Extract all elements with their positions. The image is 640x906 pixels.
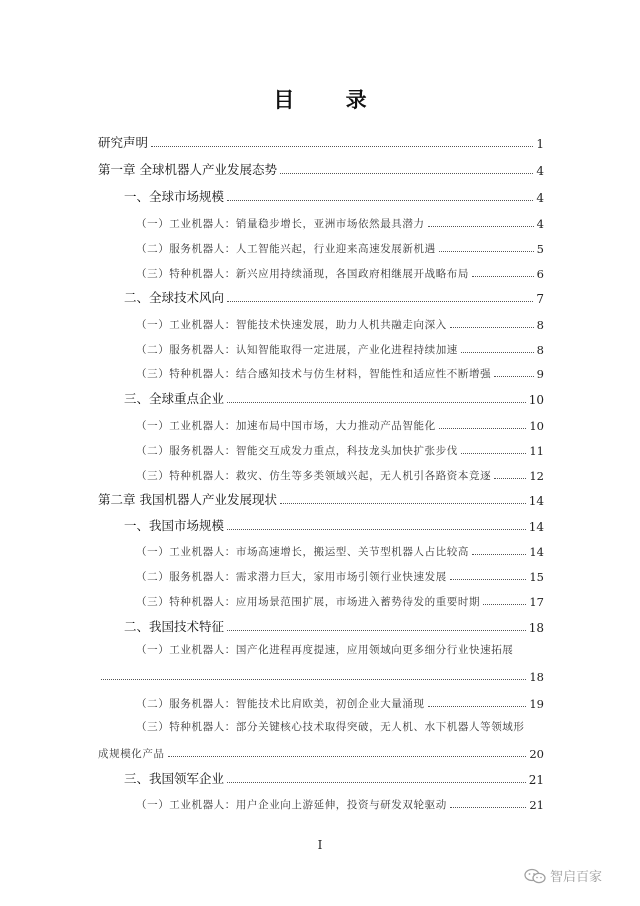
toc-page-number: 18	[528, 621, 544, 635]
toc-label: 二、全球技术风向	[124, 290, 225, 305]
toc-entry-section[interactable]	[124, 769, 544, 787]
toc-label: 第一章 全球机器人产业发展态势	[98, 162, 277, 177]
toc-entry-subsection[interactable]	[136, 339, 544, 357]
toc-entry-subsection[interactable]	[136, 465, 544, 483]
toc-label: （一）工业机器人：智能技术快速发展，助力人机共融走向深入	[136, 319, 447, 331]
toc-page-number: 5	[536, 242, 544, 256]
toc-label: （一）工业机器人：用户企业向上游延伸，投资与研发双轮驱动	[136, 799, 447, 811]
toc-leader	[461, 453, 526, 454]
toc-leader	[227, 200, 533, 201]
toc-entry-subsection[interactable]	[136, 263, 544, 281]
toc-leader	[101, 679, 526, 680]
toc-page-number: 4	[536, 191, 544, 205]
toc-leader	[227, 301, 533, 302]
toc-label: （三）特种机器人：救灾、仿生等多类领域兴起，无人机引各路资本竞逐	[136, 470, 492, 482]
toc-entry-section[interactable]	[124, 389, 544, 407]
toc-label: （二）服务机器人：智能交互成发力重点，科技龙头加快扩张步伐	[136, 445, 458, 457]
toc-page-number: 14	[529, 545, 544, 559]
toc-label: （三）特种机器人：结合感知技术与仿生材料，智能性和适应性不断增强	[136, 368, 492, 380]
toc-leader	[494, 478, 526, 479]
toc-label: （一）工业机器人：市场高速增长，搬运型、关节型机器人占比较高	[136, 546, 469, 558]
toc-label: （一）工业机器人：加速布局中国市场，大力推动产品智能化	[136, 420, 436, 432]
toc-leader	[472, 276, 534, 277]
toc-page-number: 19	[529, 697, 544, 711]
toc-page-number: 17	[529, 595, 544, 609]
toc-leader	[227, 402, 526, 403]
toc-leader	[428, 226, 534, 227]
toc-entry-chapter-1[interactable]	[98, 160, 544, 178]
page-title: 目 录	[273, 88, 389, 112]
toc-leader	[280, 173, 533, 174]
toc-leader	[168, 756, 527, 757]
toc-label: 一、我国市场规模	[124, 518, 225, 533]
toc-label: 二、我国技术特征	[124, 619, 225, 634]
toc-label: （一）工业机器人：销量稳步增长，亚洲市场依然最具潜力	[136, 218, 425, 230]
toc-page-number: 4	[536, 217, 544, 231]
toc-page-number: 4	[536, 164, 544, 178]
toc-label: 研究声明	[98, 135, 149, 150]
toc-entry-subsection-line-1[interactable]: （一）工业机器人：国产化进程再度提速，应用领域向更多细分行业快速拓展	[136, 644, 514, 656]
toc-entry-continuation[interactable]	[98, 743, 544, 761]
watermark	[524, 866, 602, 885]
toc-page-number: 6	[536, 267, 544, 281]
toc-page-number: 1	[536, 137, 544, 151]
toc-page-number: 10	[529, 419, 544, 433]
toc-page-number: 8	[536, 318, 544, 332]
toc-page-number: 21	[528, 773, 544, 787]
toc-entry-chapter-2[interactable]	[98, 490, 544, 508]
toc-leader	[450, 327, 534, 328]
toc-leader	[494, 376, 533, 377]
toc-page-number: 14	[528, 520, 544, 534]
toc-leader	[439, 428, 527, 429]
toc-leader	[428, 706, 527, 707]
toc-entry-section[interactable]	[124, 187, 544, 205]
toc-label: （二）服务机器人：智能技术比肩欧美，初创企业大量涌现	[136, 698, 425, 710]
toc-leader	[483, 604, 526, 605]
toc-page-number: 12	[529, 469, 544, 483]
toc-entry-subsection[interactable]	[136, 541, 544, 559]
toc-leader	[450, 579, 527, 580]
toc-entry-subsection[interactable]	[136, 238, 544, 256]
toc-leader	[280, 503, 526, 504]
toc-page-number: 8	[536, 343, 544, 357]
toc-label: （二）服务机器人：认知智能取得一定进展，产业化进程持续加速	[136, 344, 458, 356]
toc-entry-subsection[interactable]	[136, 415, 544, 433]
toc-label: 三、我国领军企业	[124, 771, 225, 786]
toc-leader	[227, 529, 526, 530]
toc-entry-section[interactable]	[124, 617, 544, 635]
toc-leader	[227, 630, 526, 631]
toc-page-number: 18	[529, 670, 544, 684]
toc-label: 三、全球重点企业	[124, 391, 225, 406]
toc-entry-subsection[interactable]	[136, 693, 544, 711]
toc-page-number: 11	[529, 444, 544, 458]
toc-label: 第二章 我国机器人产业发展现状	[98, 492, 277, 507]
toc-entry-subsection[interactable]	[136, 566, 544, 584]
toc-label: （二）服务机器人：人工智能兴起，行业迎来高速发展新机遇	[136, 243, 436, 255]
toc-label: （二）服务机器人：需求潜力巨大，家用市场引领行业快速发展	[136, 571, 447, 583]
toc-entry-subsection[interactable]	[136, 440, 544, 458]
toc-leader	[227, 782, 526, 783]
toc-entry-subsection[interactable]	[136, 213, 544, 231]
toc-leader	[151, 146, 533, 147]
toc-leader	[450, 807, 527, 808]
toc-label: 成规模化产品	[98, 748, 165, 760]
toc-entry-subsection[interactable]	[136, 314, 544, 332]
toc-entry-section[interactable]	[124, 516, 544, 534]
toc-page-number: 14	[528, 494, 544, 508]
toc-label: 一、全球市场规模	[124, 189, 225, 204]
toc-entry-continuation[interactable]	[98, 666, 544, 684]
toc-page-number: 15	[529, 570, 544, 584]
toc-leader	[472, 554, 526, 555]
toc-entry-section[interactable]	[124, 288, 544, 306]
toc-entry-subsection[interactable]	[136, 794, 544, 812]
toc-page-number: 21	[529, 798, 544, 812]
toc-entry-subsection-line-1[interactable]: （三）特种机器人：部分关键核心技术取得突破，无人机、水下机器人等领域形	[136, 721, 525, 733]
toc-page-number: 20	[529, 747, 544, 761]
watermark-text: 智启百家	[550, 870, 603, 885]
toc-label: （三）特种机器人：应用场景范围扩展，市场进入蓄势待发的重要时期	[136, 596, 481, 608]
toc-leader	[439, 251, 534, 252]
wechat-logo-icon	[524, 868, 546, 884]
toc-entry-subsection[interactable]	[136, 591, 544, 609]
toc-entry-research-statement[interactable]	[98, 133, 544, 151]
page-number: I	[317, 838, 323, 852]
toc-page-number: 10	[528, 393, 544, 407]
toc-page-number: 9	[536, 367, 544, 381]
toc-entry-subsection[interactable]	[136, 363, 544, 381]
toc-page-number: 7	[536, 292, 544, 306]
toc-label: （三）特种机器人：新兴应用持续涌现，各国政府相继展开战略布局	[136, 268, 469, 280]
toc-leader	[461, 352, 534, 353]
